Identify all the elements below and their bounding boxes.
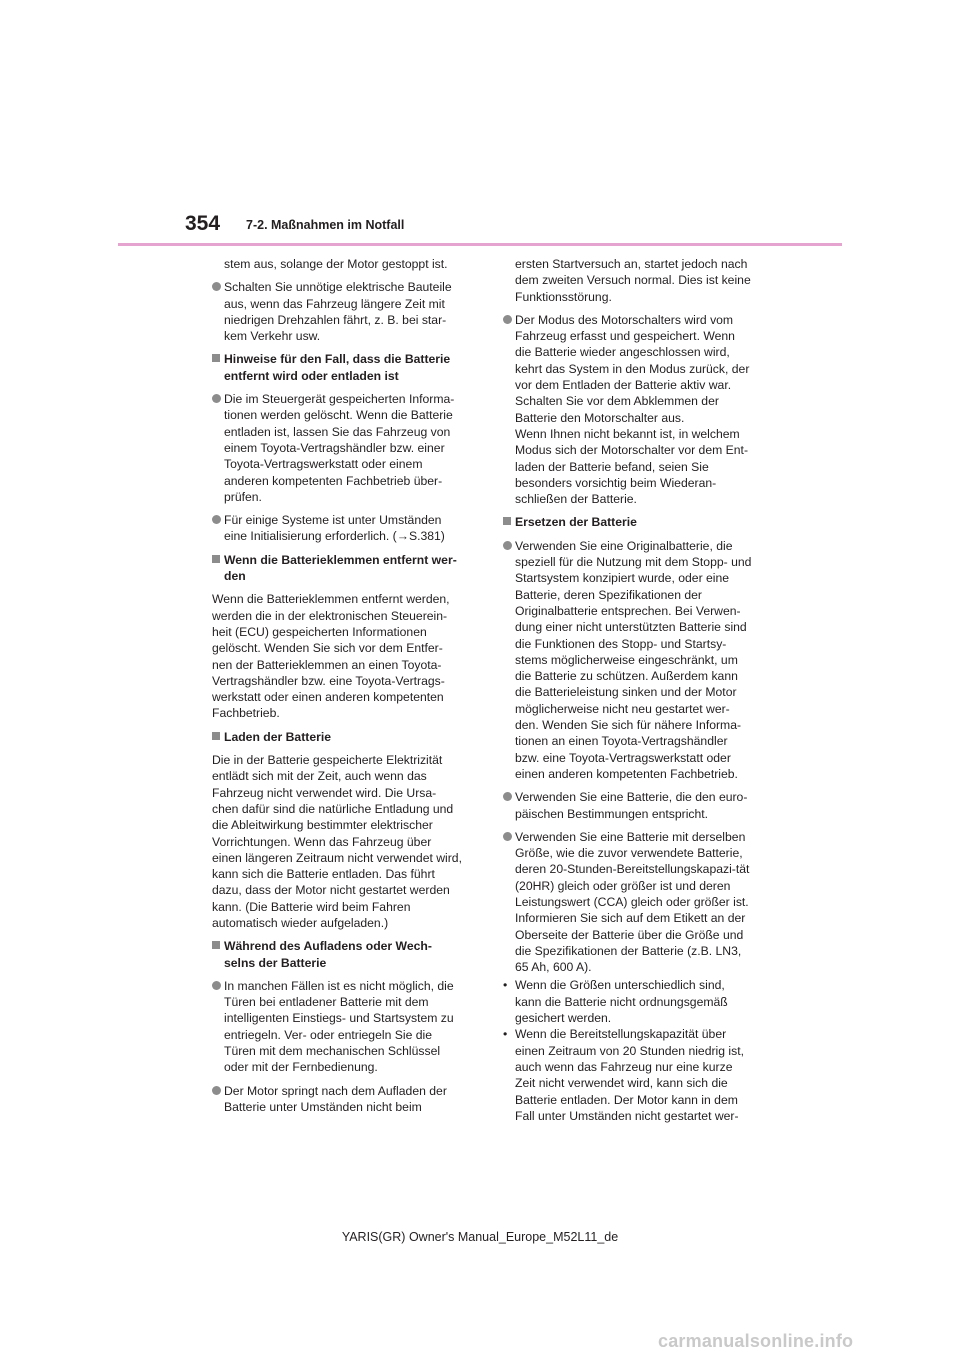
section-heading	[212, 729, 462, 745]
square-bullet-icon	[212, 555, 220, 563]
heading-text: Wenn die Batterieklemmen entfernt wer-den	[224, 552, 457, 584]
page-number: 354	[185, 212, 221, 235]
header-rule	[118, 243, 842, 246]
bullet-text: Der Motor springt nach dem Aufladen der Batterie unter Umständen nicht beim	[224, 1083, 447, 1114]
heading-text: Ersetzen der Batterie	[515, 515, 637, 530]
section-heading	[503, 514, 753, 530]
sub-bullet-icon: •	[503, 1027, 508, 1042]
bullet-item	[503, 789, 753, 822]
bullet-dot-icon	[212, 394, 221, 403]
heading-text: Hinweise für den Fall, dass die Batterie entfernt wird oder entladen ist	[224, 352, 451, 383]
page-reference-link[interactable]: S.381)	[408, 529, 445, 544]
bullet-item	[212, 512, 462, 545]
right-continuation: ersten Startversuch an, startet jedoch nach dem zweiten Versuch normal. Dies ist keine Funktionsstörung.	[515, 257, 751, 304]
bullet-item	[212, 978, 462, 1076]
bullet-text: Schalten Sie unnötige elektrische Bauteile aus, wenn das Fahrzeug längere Zeit mit niedrigen Drehzahlen fährt, z. B. bei star-kem Verkehr usw.	[224, 280, 452, 344]
bullet-dot-icon	[212, 1086, 221, 1095]
section-heading	[212, 552, 462, 585]
bullet-item	[503, 829, 753, 976]
bullet-text: Der Modus des Motorschalters wird vom Fahrzeug erfasst und gespeichert. Wenn die Batterie wieder angeschlossen wird, kehrt das System in den Modus zurück, der vor dem Entladen der Batterie aktiv war. Schalten Sie vor dem Abklemmen der Batterie den Motorschalter aus.	[515, 312, 750, 425]
left-continuation: stem aus, solange der Motor gestoppt ist.	[224, 257, 448, 271]
bullet-text-continued: Wenn Ihnen nicht bekannt ist, in welchem Modus sich der Motorschalter vor dem Ent-laden der Batterie befand, seien Sie besonders vorsichtig beim Wiederan-schließen der Batterie.	[515, 426, 749, 507]
bullet-item	[503, 312, 753, 508]
bullet-item	[212, 391, 462, 505]
square-bullet-icon	[212, 941, 220, 949]
bullet-text: Verwenden Sie eine Batterie mit derselben Größe, wie die zuvor verwendete Batterie, deren 20-Stunden-Bereitstellungskapazi-tät (20HR) gleich oder größer ist und deren Leistungswert (CCA) gleich oder größer ist. Informieren Sie sich auf dem Etikett an der Oberseite der Batterie über die Größe und die Spezifikationen der Batterie (z.B. LN3, 65 Ah, 600 A).	[515, 829, 750, 975]
sub-item	[503, 1026, 753, 1124]
section-title: 7-2. Maßnahmen im Notfall	[246, 218, 405, 232]
bullet-text: In manchen Fällen ist es nicht möglich, die Türen bei entladener Batterie mit dem intelligenten Einstiegs- und Startsystem zu entriegeln. Ver- oder entriegeln Sie die Türen mit dem mechanischen Schlüssel oder mit der Fernbedienung.	[224, 978, 454, 1075]
right-column	[503, 256, 753, 1124]
square-bullet-icon	[212, 354, 220, 362]
bullet-dot-icon	[503, 832, 512, 841]
watermark: carmanualsonline.info	[658, 1331, 854, 1351]
bullet-text: Verwenden Sie eine Batterie, die den euro-päischen Bestimmungen entspricht.	[515, 790, 748, 821]
sub-bullet-icon: •	[503, 978, 508, 993]
bullet-dot-icon	[212, 981, 221, 990]
arrow-ref-icon: →	[396, 529, 409, 544]
bullet-dot-icon	[212, 515, 221, 524]
paragraph: Wenn die Batterieklemmen entfernt werden, werden die in der elektronischen Steuerein-heit (ECU) gespeicherten Informationen gelöscht. Wenden Sie sich vor dem Entfer-nen der Batterieklemmen an einen Toyota-Vertragshändler bzw. eine Toyota-Vertrags-werkstatt oder einen anderen kompetenten Fachbetrieb.	[212, 592, 450, 721]
sub-item-text: Wenn die Größen unterschiedlich sind, kann die Batterie nicht ordnungsgemäß gesichert werden.	[515, 978, 728, 1026]
section-heading	[212, 351, 462, 384]
bullet-text: Für einige Systeme ist unter Umständen eine Initialisierung erforderlich. (	[224, 513, 442, 544]
bullet-dot-icon	[503, 792, 512, 801]
heading-text: Laden der Batterie	[224, 729, 332, 744]
bullet-text: Verwenden Sie eine Originalbatterie, die speziell für die Nutzung mit dem Stopp- und Startsystem konzipiert wurde, oder eine Batterie, deren Spezifikationen der Originalbatterie entsprechen. Bei Verwen-dung einer nicht unterstützten Batterie sind die Funktionen des Stopp- und Startsy-stems möglicherweise eingeschränkt, um die Batterie zu schützen. Außerdem kann die Batterieleistung sinken und der Motor möglicherweise nicht neu gestartet wer-den. Wenden Sie sich für nähere Informa-tionen an einen Toyota-Vertragshändler bzw. eine Toyota-Vertragswerkstatt oder einen anderen kompetenten Fachbetrieb.	[515, 538, 752, 781]
bullet-dot-icon	[503, 315, 512, 324]
square-bullet-icon	[212, 732, 220, 740]
bullet-item	[503, 538, 753, 782]
bullet-item	[212, 279, 462, 344]
paragraph: Die in der Batterie gespeicherte Elektrizität entlädt sich mit der Zeit, auch wenn das Fahrzeug nicht verwendet wird. Die Ursa-chen dafür sind die natürliche Entladung und die Ableitwirkung bestimmter elektrischer Vorrichtungen. Wenn das Fahrzeug über einen längeren Zeitraum nicht verwendet wird, kann sich die Batterie entladen. Das führt dazu, dass der Motor nicht gestartet werden kann. (Die Batterie wird beim Fahren automatisch wieder aufgeladen.)	[212, 753, 462, 930]
heading-text: Während des Aufladens oder Wech-selns der Batterie	[224, 939, 432, 970]
section-heading	[212, 938, 462, 971]
left-column	[212, 256, 462, 1122]
square-bullet-icon	[503, 517, 511, 525]
bullet-dot-icon	[503, 541, 512, 550]
footer-manual-id: YARIS(GR) Owner's Manual_Europe_M52L11_de	[341, 1230, 619, 1244]
bullet-dot-icon	[212, 282, 221, 291]
sub-item-text: Wenn die Bereitstellungskapazität über einen Zeitraum von 20 Stunden niedrig ist, auch wenn das Fahrzeug nur eine kurze Zeit nicht verwendet wird, kann sich die Batterie entladen. Der Motor kann in dem Fall unter Umständen nicht gestartet wer-	[515, 1027, 744, 1123]
bullet-text: Die im Steuergerät gespeicherten Informa-tionen werden gelöscht. Wenn die Batterie entladen ist, lassen Sie das Fahrzeug von einem Toyota-Vertragshändler bzw. einer Toyota-Vertragswerkstatt oder einem anderen kompetenten Fachbetrieb über-prüfen.	[224, 392, 455, 504]
sub-item	[503, 977, 753, 1026]
bullet-item	[212, 1083, 462, 1116]
